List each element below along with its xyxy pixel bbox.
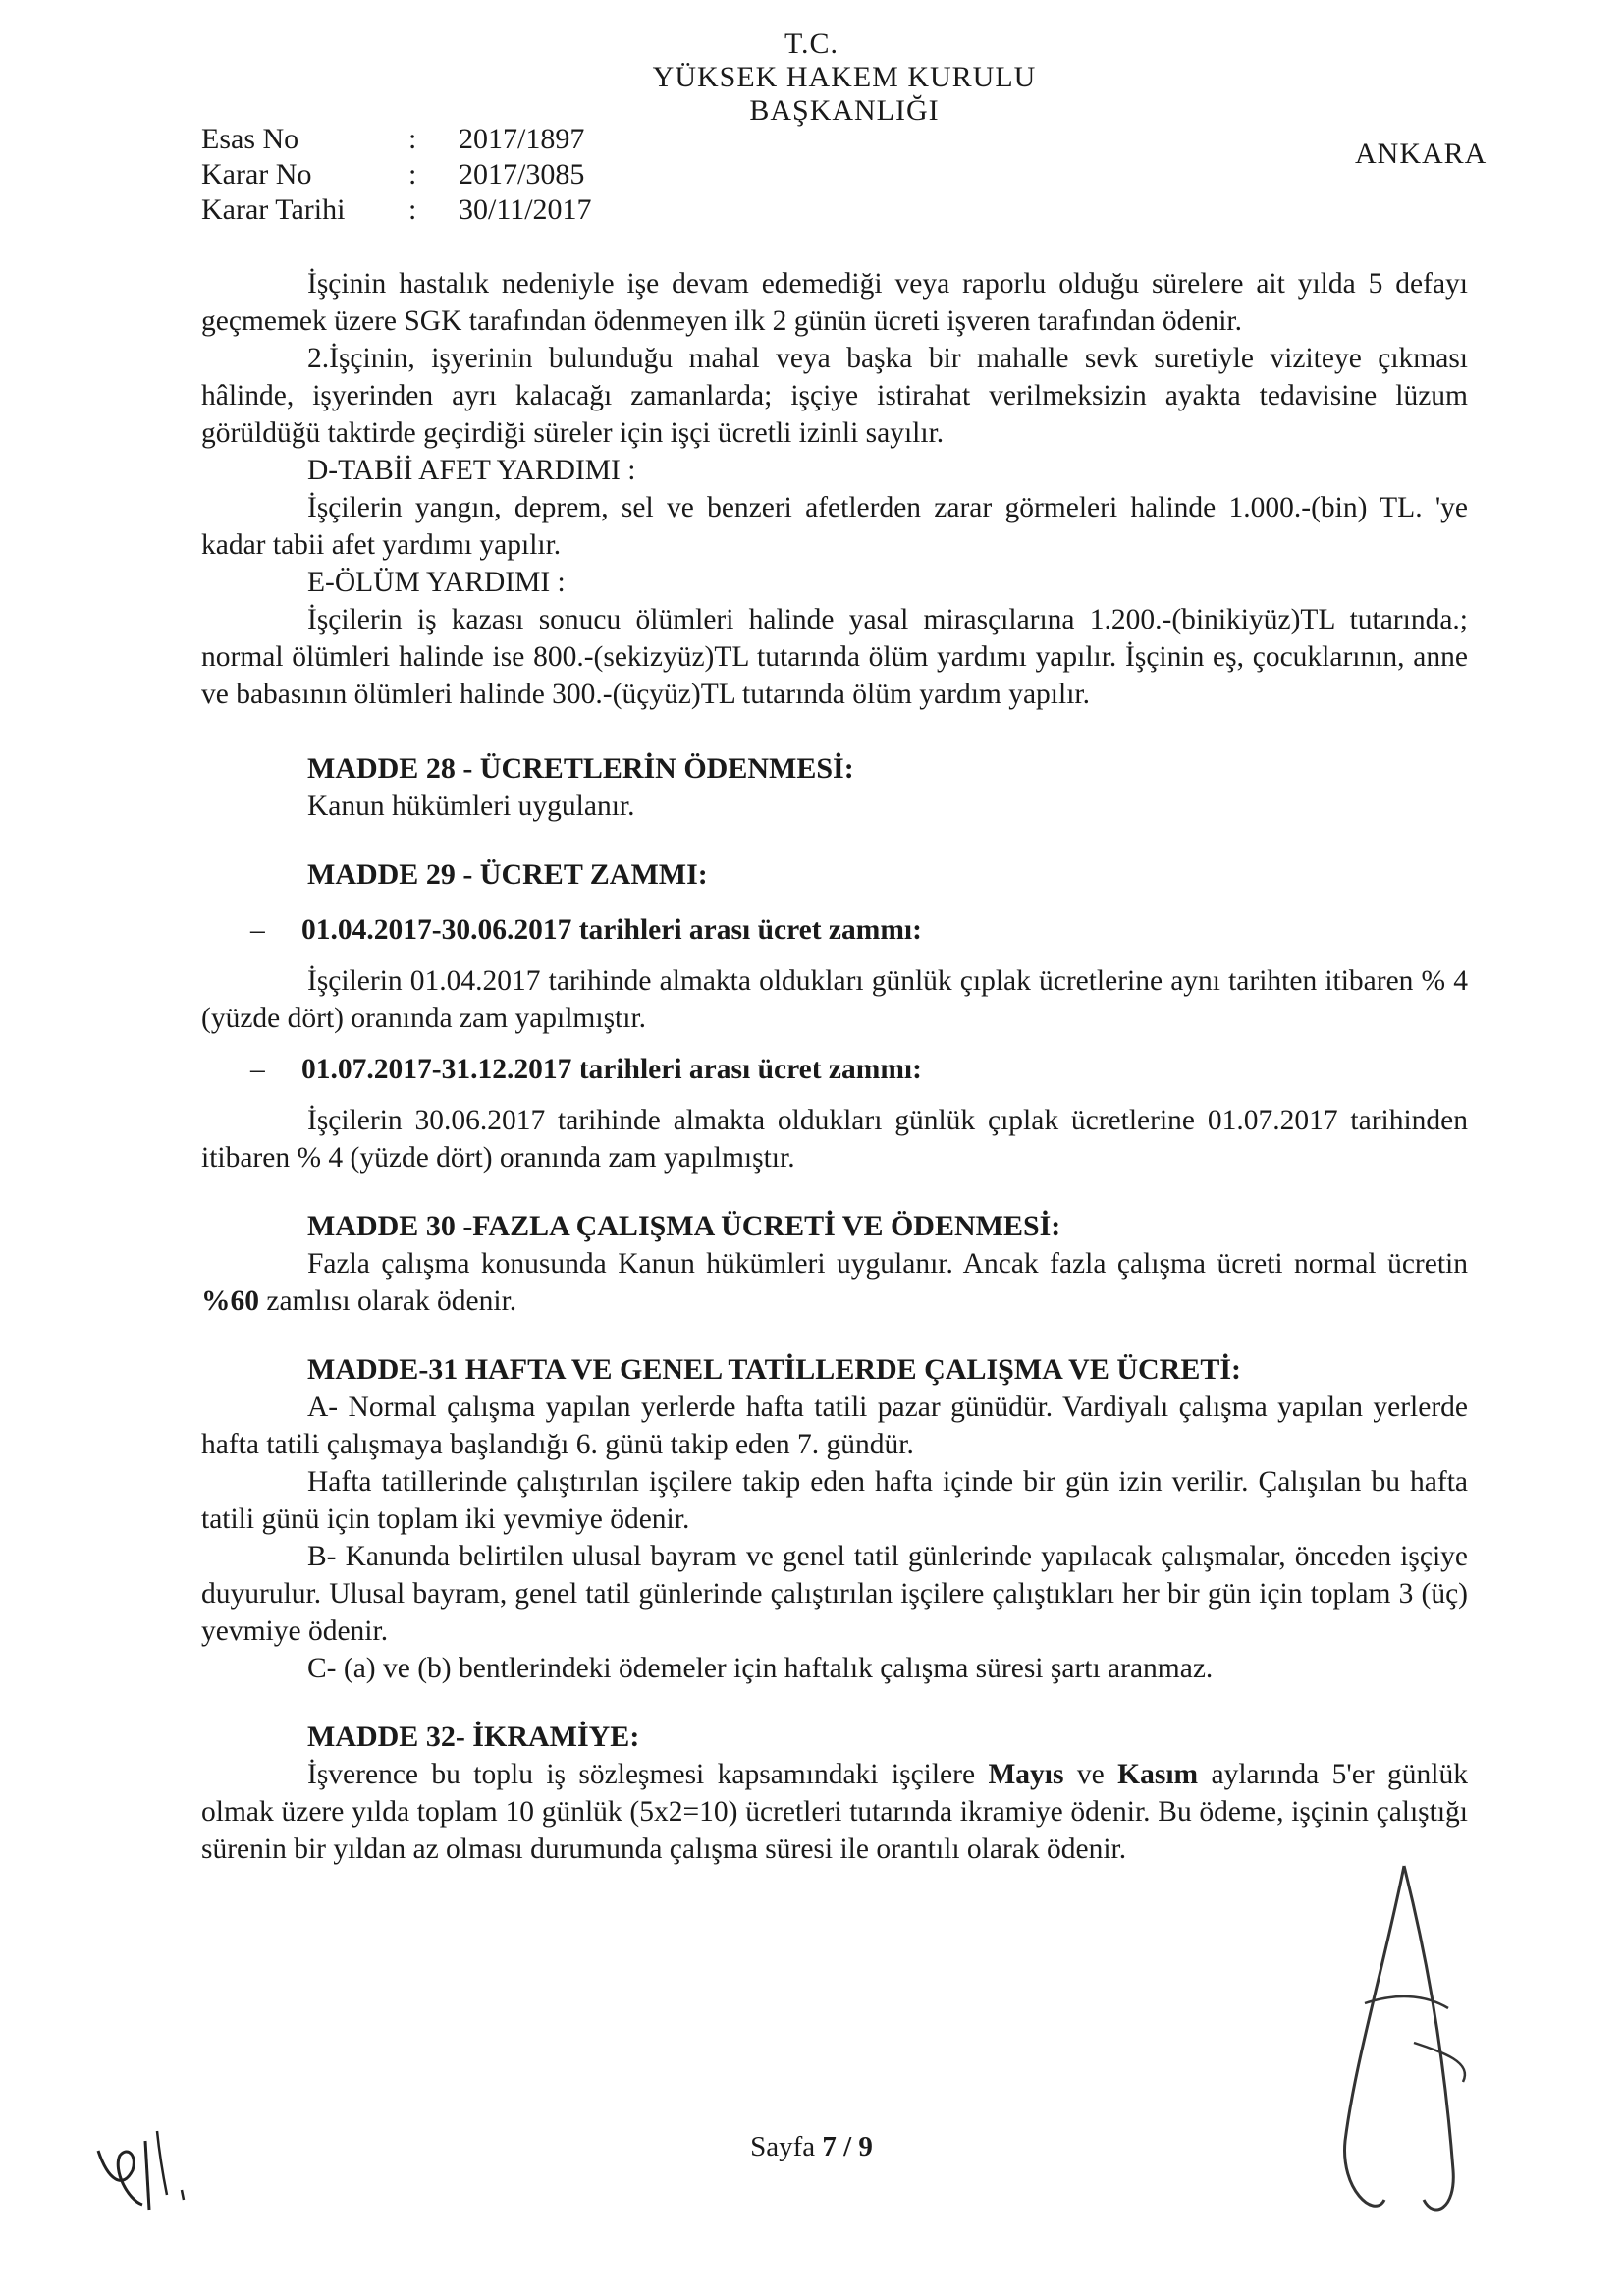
meta-row-karar [201,158,598,193]
document-body [201,265,1468,1868]
header-city: ANKARA [1355,137,1488,170]
meta-label: Karar No [201,158,312,191]
paragraph: İşçinin hastalık nedeniyle işe devam edemediği veya raporlu olduğu sürelere ait yılda 5 defayı geçmemek üzere SGK tarafından ödenmeyen ilk 2 günün ücreti işveren tarafından ödenir. [201,268,1468,337]
header-institution: YÜKSEK HAKEM KURULU [652,61,1037,93]
article-title: MADDE-31 HAFTA VE GENEL TATİLLERDE ÇALIŞMA VE ÜCRETİ: [307,1353,1242,1386]
paragraph: Fazla çalışma konusunda Kanun hükümleri uygulanır. Ancak fazla çalışma ücreti normal ücretin %60 zamlısı olarak ödenir. [201,1248,1468,1317]
paragraph: İşçilerin 01.04.2017 tarihinde almakta oldukları günlük çıplak ücretlerine aynı tarihten itibaren % 4 (yüzde dört) oranında zam yapılmıştır. [201,965,1468,1034]
article-title: MADDE 32- İKRAMİYE: [307,1721,640,1753]
article-title: MADDE 30 -FAZLA ÇALIŞMA ÜCRETİ VE ÖDENMESİ: [307,1210,1061,1242]
dash: – [250,1054,265,1085]
page-number: Sayfa 7 / 9 [750,2131,873,2162]
paragraph: İşverence bu toplu iş sözleşmesi kapsamındaki işçilere Mayıs ve Kasım aylarında 5'er günlük olmak üzere yılda toplam 10 günlük (5x2=10) ücretleri tutarında ikramiye ödenir. Bu ödeme, işçinin çalıştığı sürenin bir yıldan az olması durumunda çalışma süresi ile orantılı olarak ödenir. [201,1759,1468,1865]
meta-label: Esas No [201,123,299,155]
sub-heading: – 01.07.2017-31.12.2017 tarihleri arası ücret zammı: [201,1051,1468,1088]
meta-row-esas [201,123,598,158]
header-country: T.C. [784,27,839,60]
article-title: MADDE 29 - ÜCRET ZAMMI: [307,858,708,891]
meta-label: Karar Tarihi [201,193,346,226]
section-title: E-ÖLÜM YARDIMI : [307,567,566,598]
meta-value: 2017/1897 [459,123,585,155]
handwritten-initial-icon [88,2111,206,2219]
meta-sep: : [408,123,417,155]
meta-sep: : [408,193,417,226]
paragraph: 2.İşçinin, işyerinin bulunduğu mahal veya başka bir mahalle sevk suretiyle viziteye çıkması hâlinde, işyerinden ayrı kalacağı zamanlarda; işçiye istirahat verilmeksizin ayakta tedavisine lüzum görüldüğü taktirde geçirdiği süreler için işçi ücretli izinli sayılır. [201,343,1468,449]
header-institution-sub: BAŞKANLIĞI [749,94,940,127]
meta-value: 2017/3085 [459,158,585,191]
paragraph: İşçilerin yangın, deprem, sel ve benzeri afetlerden zarar görmeleri halinde 1.000.-(bin) TL. 'ye kadar tabii afet yardımı yapılır. [201,492,1468,561]
meta-row-tarih [201,193,598,229]
paragraph: İşçilerin 30.06.2017 tarihinde almakta oldukları günlük çıplak ücretlerine 01.07.2017 tarihinden itibaren % 4 (yüzde dört) oranında zam yapılmıştır. [201,1105,1468,1174]
paragraph: A- Normal çalışma yapılan yerlerde hafta tatili pazar günüdür. Vardiyalı çalışma yapılan yerlerde hafta tatili çalışmaya başlandığı 6. günü takip eden 7. gündür. [201,1392,1468,1460]
paragraph: Hafta tatillerinde çalıştırılan işçilere takip eden hafta içinde bir gün izin verilir. Çalışılan bu hafta tatili günü için toplam iki yevmiye ödenir. [201,1466,1468,1535]
paragraph: C- (a) ve (b) bentlerindeki ödemeler için haftalık çalışma süresi şartı aranmaz. [307,1653,1214,1684]
meta-value: 30/11/2017 [459,193,592,226]
handwritten-signature-icon [1325,1846,1483,2259]
article-title: MADDE 28 - ÜCRETLERİN ÖDENMESİ: [307,752,854,785]
dash: – [250,914,265,946]
paragraph: İşçilerin iş kazası sonucu ölümleri halinde yasal mirasçılarına 1.200.-(binikiyüz)TL tutarında.; normal ölümleri halinde ise 800.-(sekizyüz)TL tutarında ölüm yardımı yapılır. İşçinin eş, çocuklarının, anne ve babasının ölümleri halinde 300.-(üçyüz)TL tutarında ölüm yardım yapılır. [201,604,1468,710]
meta-sep: : [408,158,417,191]
paragraph: Kanun hükümleri uygulanır. [307,791,635,822]
paragraph: B- Kanunda belirtilen ulusal bayram ve genel tatil günlerinde yapılacak çalışmalar, önceden işçiye duyurulur. Ulusal bayram, genel tatil günlerinde çalıştırılan işçilere çalıştıkları her bir gün için toplam 3 (üç) yevmiye ödenir. [201,1541,1468,1647]
section-title: D-TABİİ AFET YARDIMI : [307,455,636,486]
case-meta-table [201,123,598,229]
sub-heading: – 01.04.2017-30.06.2017 tarihleri arası ücret zammı: [201,911,1468,949]
